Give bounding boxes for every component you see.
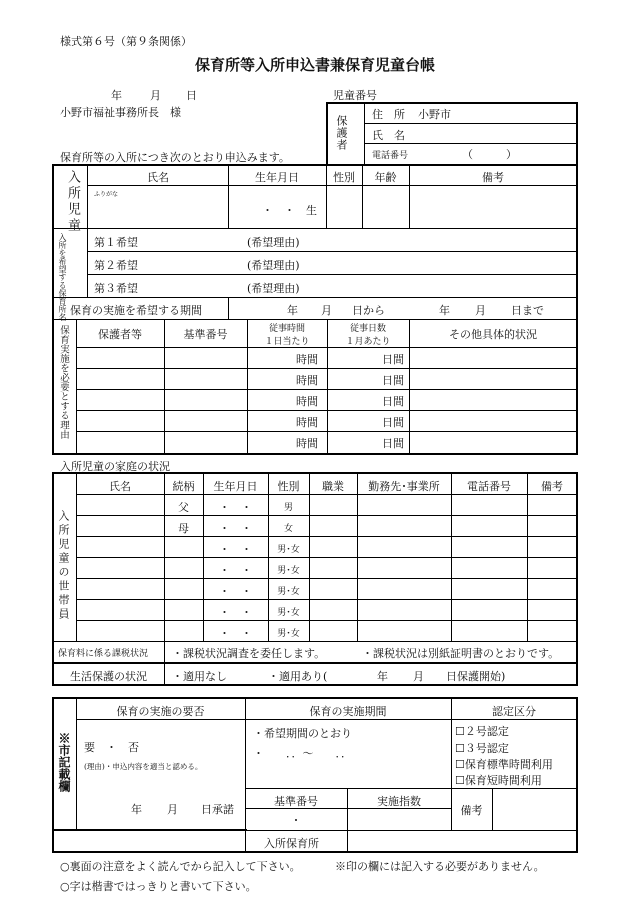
address-label: 住 所 xyxy=(372,108,405,121)
pref-3-reason: (希望理由) xyxy=(247,282,300,295)
preference-label: 入所を希望する保育所名 xyxy=(58,233,67,321)
days-unit: 日間 xyxy=(382,437,404,450)
base-number-label: 基準番号 xyxy=(274,795,318,808)
fam-dob[interactable]: ・ ・ xyxy=(219,627,252,640)
cert-standard[interactable]: ☐保育標準時間利用 xyxy=(455,758,553,771)
family-label: 入所児童の世帯員 xyxy=(57,510,70,622)
reason-guardian-header: 保護者等 xyxy=(98,328,142,341)
footnote-1a: ○裏面の注意をよく読んでから記入して下さい。 xyxy=(60,860,301,873)
pref-2-reason: (希望理由) xyxy=(247,259,300,272)
cert-short[interactable]: ☐保育短時間利用 xyxy=(455,774,542,787)
cert-2go[interactable]: ☐２号認定 xyxy=(455,725,509,738)
approval-day: 日承諾 xyxy=(201,803,234,816)
cert-3go[interactable]: ☐３号認定 xyxy=(455,742,509,755)
fam-notes-header: 備考 xyxy=(541,480,563,493)
fam-dob[interactable]: ・ ・ xyxy=(219,564,252,577)
hours-unit: 時間 xyxy=(296,395,318,408)
period-line-2[interactable]: ・ ．．～ ．． xyxy=(253,747,352,760)
child-dob-template[interactable]: ・ ・ 生 xyxy=(262,204,317,217)
hours-unit: 時間 xyxy=(296,353,318,366)
form-number: 様式第６号（第９条関係） xyxy=(60,35,192,48)
period-header: 保育の実施期間 xyxy=(309,705,387,718)
days-unit: 日間 xyxy=(382,353,404,366)
period-from-year: 年 xyxy=(287,304,298,317)
child-age-header: 年齢 xyxy=(374,171,397,184)
approval-year: 年 xyxy=(131,803,142,816)
pref-3-choice: 第３希望 xyxy=(94,282,138,295)
fam-sex[interactable]: 男 xyxy=(283,503,293,513)
reason-days-header-2: １月あたり xyxy=(345,337,391,347)
child-notes-header: 備考 xyxy=(482,171,504,184)
guardian-name-label: 氏 名 xyxy=(372,129,405,142)
period-to-month: 月 xyxy=(475,304,486,317)
child-number-label: 児童番号 xyxy=(333,89,377,102)
city-label: ※市記載欄 xyxy=(57,732,71,792)
fam-name-header: 氏名 xyxy=(109,480,131,493)
hours-unit: 時間 xyxy=(296,374,318,387)
days-unit: 日間 xyxy=(382,395,404,408)
fam-dob[interactable]: ・ ・ xyxy=(219,543,252,556)
days-unit: 日間 xyxy=(382,374,404,387)
reason-note: (理由)・申込内容を適当と認める。 xyxy=(84,762,203,771)
phone-parens[interactable]: （ ） xyxy=(462,148,517,161)
addressee: 小野市福祉事務所長 様 xyxy=(60,106,181,119)
fam-sex-header: 性別 xyxy=(277,480,300,493)
fam-sex[interactable]: 女 xyxy=(283,524,293,534)
period-line-1[interactable]: ・希望期間のとおり xyxy=(253,727,352,740)
guardian-label: 保護者 xyxy=(335,115,348,151)
need-header: 保育の実施の要否 xyxy=(116,705,205,718)
pref-1-reason: (希望理由) xyxy=(247,236,300,249)
welfare-option-1[interactable]: ・適用なし xyxy=(172,670,227,683)
pref-1-choice: 第１希望 xyxy=(94,236,138,249)
pref-2-choice: 第２希望 xyxy=(94,259,138,272)
days-unit: 日間 xyxy=(382,416,404,429)
welfare-option-2[interactable]: ・適用あり( xyxy=(268,670,328,683)
fam-work-header: 勤務先･事業所 xyxy=(368,480,440,493)
reason-hours-header-2: １日当たり xyxy=(264,337,310,347)
footnote-1b: ※印の欄には記入する必要がありません。 xyxy=(335,860,545,873)
fam-sex[interactable]: 男･女 xyxy=(277,566,300,576)
fam-sex[interactable]: 男･女 xyxy=(277,629,300,639)
base-number-dot: ・ xyxy=(290,814,302,827)
fam-dob[interactable]: ・ ・ xyxy=(219,522,252,535)
welfare-label: 生活保護の状況 xyxy=(70,670,147,683)
nursery-label: 入所保育所 xyxy=(264,837,319,850)
tax-option-2[interactable]: ・課税状況は別紙証明書のとおりです。 xyxy=(362,647,560,660)
date-year: 年 xyxy=(111,89,122,102)
fam-dob[interactable]: ・ ・ xyxy=(219,606,252,619)
family-section-title: 入所児童の家庭の状況 xyxy=(60,460,170,473)
phone-label: 電話番号 xyxy=(372,151,409,161)
tax-label: 保育料に係る課税状況 xyxy=(58,649,149,659)
reason-label: 保育実施を必要とする理由 xyxy=(58,325,69,439)
fam-sex[interactable]: 男･女 xyxy=(277,545,300,555)
reason-days-header-1: 従事日数 xyxy=(349,324,386,334)
footnote-2: ○字は楷書ではっきりと書いて下さい。 xyxy=(60,880,257,893)
cert-header: 認定区分 xyxy=(492,705,536,718)
reason-hours-header-1: 従事時間 xyxy=(268,324,305,334)
reason-other-header: その他具体的状況 xyxy=(449,328,537,341)
fam-dob[interactable]: ・ ・ xyxy=(219,501,252,514)
period-to-year: 年 xyxy=(439,304,450,317)
address-value[interactable]: 小野市 xyxy=(418,108,451,121)
fam-relation: 父 xyxy=(178,501,189,514)
city-notes-label: 備考 xyxy=(460,804,483,817)
request-text: 保育所等の入所につき次のとおり申込みます。 xyxy=(60,151,290,164)
fam-relation: 母 xyxy=(178,522,189,535)
welfare-year: 年 xyxy=(377,670,388,683)
approval-month: 月 xyxy=(167,803,178,816)
child-dob-header: 生年月日 xyxy=(255,171,299,184)
page-title: 保育所等入所申込書兼保育児童台帳 xyxy=(194,56,435,74)
date-day: 日 xyxy=(186,89,197,102)
welfare-start: 日保護開始) xyxy=(446,670,506,683)
period-to-day: 日まで xyxy=(511,304,544,317)
period-from-month: 月 xyxy=(321,304,332,317)
fam-job-header: 職業 xyxy=(322,480,344,493)
hours-unit: 時間 xyxy=(296,437,318,450)
fam-phone-header: 電話番号 xyxy=(467,480,511,493)
furigana-label: ふりがな xyxy=(94,191,119,198)
fam-sex[interactable]: 男･女 xyxy=(277,587,300,597)
date-month: 月 xyxy=(150,89,161,102)
welfare-month: 月 xyxy=(413,670,424,683)
yes-no-option[interactable]: 要 ・ 否 xyxy=(84,741,139,754)
period-label: 保育の実施を希望する期間 xyxy=(70,304,202,317)
fam-sex[interactable]: 男･女 xyxy=(277,608,300,618)
fam-dob-header: 生年月日 xyxy=(213,480,258,493)
tax-option-1[interactable]: ・課税状況調査を委任します。 xyxy=(172,647,326,660)
fam-dob[interactable]: ・ ・ xyxy=(219,585,252,598)
fam-relation-header: 続柄 xyxy=(172,480,195,493)
child-sex-header: 性別 xyxy=(333,171,355,184)
period-from-day: 日から xyxy=(352,304,385,317)
index-label: 実施指数 xyxy=(377,795,421,808)
child-label: 入所児童 xyxy=(65,170,80,234)
child-name-header: 氏名 xyxy=(147,171,169,184)
hours-unit: 時間 xyxy=(296,416,318,429)
reason-base-header: 基準番号 xyxy=(183,328,228,341)
